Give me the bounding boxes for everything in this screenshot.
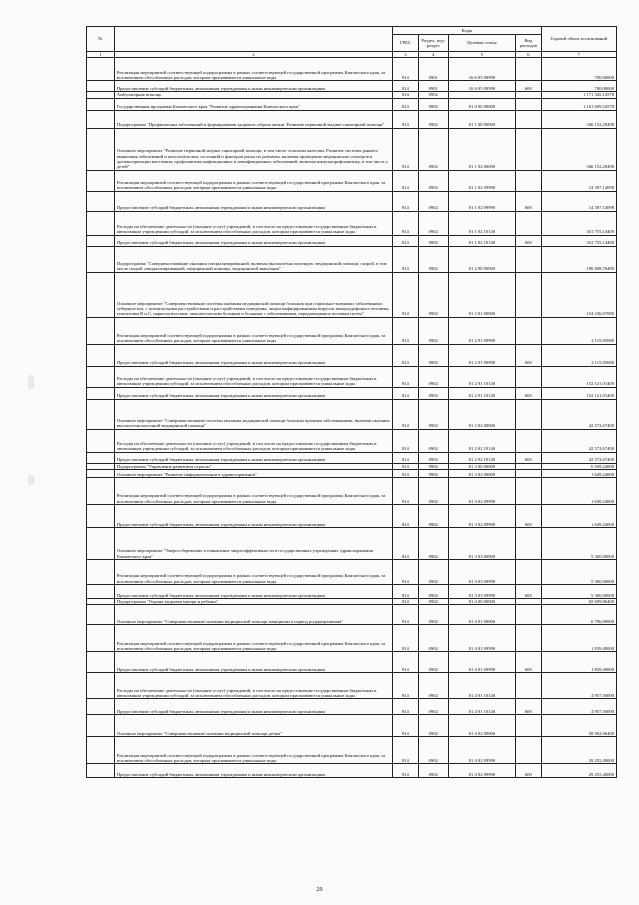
row-grbs-cell: 814 (393, 170, 419, 191)
row-type-cell (516, 559, 542, 584)
row-type-cell: 600 (516, 191, 542, 211)
row-section-cell: 0902 (418, 191, 448, 211)
row-target-cell: 01 2 01 00000 (448, 272, 515, 317)
row-name-cell: Расходы на обеспечение деятельности (оказание услуг) учреждений, в том числе на предоставление государственным бюджетным и автономным учреждениям субсидий, за исключением обособленных расходов, которым присваиваются уникальные коды (114, 429, 392, 452)
row-type-cell: 600 (516, 504, 542, 527)
row-num-cell (87, 625, 115, 652)
row-num-cell (87, 452, 115, 463)
row-section-cell: 0902 (418, 527, 448, 559)
row-amount-cell: 6 949,24000 (541, 463, 616, 469)
row-type-cell (516, 317, 542, 344)
row-section-cell: 0902 (418, 504, 448, 527)
row-target-cell: 01 4 02 09990 (448, 737, 515, 764)
row-target-cell: 01 4 02 00000 (448, 715, 515, 737)
row-target-cell: 01 3 02 09990 (448, 477, 515, 504)
row-section-cell: 0902 (418, 128, 448, 170)
row-name-cell: Основное мероприятие "Развитие первичной медико-санитарной помощи, в том числе сельским жителям. Развитие системы раннего выявления заболеваний и патологических состояний и факторов риска их развития, включая проведение медицинских осмотров и диспансеризации населения, профилактика инфекционных и неинфекционных заболеваний, включая иммунопрофилактику, в том числе у детей" (114, 128, 392, 170)
row-target-cell: 01 3 02 00000 (448, 469, 515, 477)
row-amount-cell: 154 236,07080 (541, 272, 616, 317)
row-grbs-cell: 814 (393, 110, 419, 128)
row-target-cell: 16 6 05 09990 (448, 81, 515, 92)
table-row (87, 452, 617, 463)
row-name-cell: Предоставление субсидий бюджетным, автономным учреждениям и иным некоммерческим организациям (114, 504, 392, 527)
table-row (87, 317, 617, 344)
row-grbs-cell: 814 (393, 399, 419, 429)
row-type-cell (516, 98, 542, 110)
row-type-cell (516, 128, 542, 170)
row-grbs-cell: 814 (393, 98, 419, 110)
row-amount-cell: 331 755,14400 (541, 235, 616, 246)
row-num-cell (87, 673, 115, 699)
row-amount-cell: 1 839,40000 (541, 625, 616, 652)
row-name-cell: Подпрограмма "Управление развитием отрасли" (114, 463, 392, 469)
row-name-cell: Предоставление субсидий бюджетным, автономным учреждениям и иным некоммерческим организациям (114, 652, 392, 673)
row-grbs-cell: 814 (393, 344, 419, 366)
row-grbs-cell: 814 (393, 469, 419, 477)
row-amount-cell: 65 699,86400 (541, 598, 616, 604)
row-amount-cell: 346 152,28498 (541, 110, 616, 128)
row-num-cell (87, 246, 115, 272)
row-type-cell (516, 737, 542, 764)
row-num-cell (87, 504, 115, 527)
row-target-cell: 01 0 00 00000 (448, 98, 515, 110)
row-type-cell (516, 715, 542, 737)
row-grbs-cell: 814 (393, 715, 419, 737)
row-name-cell: Основное мероприятие "Энергосбережение и повышение энергоэффективности в государственных учреждениях здравоохранения Камчатского края" (114, 527, 392, 559)
row-grbs-cell: 814 (393, 92, 419, 98)
table-row (87, 477, 617, 504)
row-num-cell (87, 366, 115, 387)
row-num-cell (87, 272, 115, 317)
row-num-cell (87, 399, 115, 429)
row-type-cell (516, 58, 542, 81)
row-section-cell: 0902 (418, 317, 448, 344)
row-num-cell (87, 81, 115, 92)
table-row (87, 699, 617, 715)
header-amount: Годовой объем ассигнований (541, 27, 616, 52)
row-target-cell: 01 4 01 00000 (448, 605, 515, 625)
row-section-cell: 0902 (418, 235, 448, 246)
col-number: 5 (448, 52, 515, 58)
table-row (87, 58, 617, 81)
row-num-cell (87, 387, 115, 399)
row-name-cell: Амбулаторная помощь (114, 92, 392, 98)
row-type-cell: 600 (516, 452, 542, 463)
row-grbs-cell: 814 (393, 699, 419, 715)
row-target-cell: 01 4 01 09990 (448, 652, 515, 673)
row-grbs-cell: 814 (393, 387, 419, 399)
row-type-cell: 600 (516, 652, 542, 673)
col-number: 6 (516, 52, 542, 58)
row-grbs-cell: 814 (393, 128, 419, 170)
row-grbs-cell: 814 (393, 246, 419, 272)
row-grbs-cell: 814 (393, 317, 419, 344)
row-name-cell: Реализация мероприятий соответствующей подпрограммы в рамках соответствующей государственной программы Камчатского края, за исключением обособленных расходов, которым присваиваются уникальные коды (114, 625, 392, 652)
row-grbs-cell: 814 (393, 605, 419, 625)
row-section-cell: 0902 (418, 673, 448, 699)
row-type-cell (516, 605, 542, 625)
row-section-cell: 0901 (418, 58, 448, 81)
row-amount-cell: 42 572,67400 (541, 452, 616, 463)
row-section-cell: 0902 (418, 469, 448, 477)
row-grbs-cell: 814 (393, 58, 419, 81)
row-section-cell: 0902 (418, 625, 448, 652)
table-row (87, 673, 617, 699)
row-type-cell: 600 (516, 699, 542, 715)
row-type-cell (516, 527, 542, 559)
row-target-cell: 01 2 00 00000 (448, 246, 515, 272)
header-num: № (87, 27, 115, 52)
row-name-cell: Расходы на обеспечение деятельности (оказание услуг) учреждений, в том числе на предоставление государственным бюджетным и автономным учреждениям субсидий, за исключением обособленных расходов, которым присваиваются уникальные коды (114, 673, 392, 699)
row-section-cell: 0902 (418, 699, 448, 715)
table-row (87, 559, 617, 584)
row-grbs-cell: 814 (393, 584, 419, 598)
row-num-cell (87, 584, 115, 598)
row-target-cell: 01 2 02 10140 (448, 429, 515, 452)
row-target-cell: 01 1 02 10140 (448, 211, 515, 235)
row-section-cell: 0902 (418, 272, 448, 317)
row-section-cell: 0902 (418, 452, 448, 463)
row-target-cell: 01 4 00 00000 (448, 598, 515, 604)
row-target-cell: 01 4 01 10140 (448, 699, 515, 715)
row-type-cell (516, 246, 542, 272)
row-type-cell (516, 110, 542, 128)
header-type: Вид расходов (516, 35, 542, 52)
table-row (87, 344, 617, 366)
row-section-cell: 0902 (418, 584, 448, 598)
row-amount-cell: 14 397,14098 (541, 191, 616, 211)
row-target-cell: 01 4 02 09990 (448, 764, 515, 778)
row-grbs-cell: 814 (393, 366, 419, 387)
header-target: Целевая статья (448, 35, 515, 52)
table-row (87, 715, 617, 737)
row-type-cell: 600 (516, 344, 542, 366)
table-row (87, 584, 617, 598)
row-amount-cell: 196 808,76480 (541, 246, 616, 272)
row-grbs-cell: 814 (393, 235, 419, 246)
row-name-cell: Основное мероприятие "Развитие информатизации в здравоохранении" (114, 469, 392, 477)
row-amount-cell: 58 902,96400 (541, 715, 616, 737)
row-name-cell: Предоставление субсидий бюджетным, автономным учреждениям и иным некоммерческим организациям (114, 344, 392, 366)
row-name-cell: Предоставление субсидий бюджетным, автономным учреждениям и иным некоммерческим организациям (114, 81, 392, 92)
budget-table (86, 26, 617, 778)
row-num-cell (87, 58, 115, 81)
row-name-cell: Расходы на обеспечение деятельности (оказание услуг) учреждений, в том числе на предоставление государственным бюджетным и автономным учреждениям субсидий, за исключением обособленных расходов, которым присваиваются уникальные коды (114, 211, 392, 235)
table-row (87, 527, 617, 559)
row-num-cell (87, 191, 115, 211)
row-amount-cell: 1 839,40000 (541, 652, 616, 673)
table-row (87, 235, 617, 246)
row-target-cell: 01 2 01 09990 (448, 344, 515, 366)
row-section-cell: 0902 (418, 477, 448, 504)
row-target-cell: 01 3 03 09990 (448, 559, 515, 584)
row-num-cell (87, 110, 115, 128)
row-section-cell: 0902 (418, 98, 448, 110)
row-name-cell: Подпрограмма "Охрана здоровья матери и ребенка" (114, 598, 392, 604)
row-section-cell: 0902 (418, 605, 448, 625)
header-codes: Коды (393, 27, 541, 35)
table-row (87, 191, 617, 211)
row-grbs-cell: 814 (393, 625, 419, 652)
row-name-cell: Предоставление субсидий бюджетным, автономным учреждениям и иным некоммерческим организациям (114, 191, 392, 211)
row-name-cell: Подпрограмма "Совершенствование оказания специализированной, включая высокотехнологичную, медицинской помощи, скорой, в том числе скорой специализированной, медицинской помощи, медицинской эвакуации" (114, 246, 392, 272)
row-grbs-cell: 814 (393, 463, 419, 469)
row-type-cell (516, 211, 542, 235)
row-section-cell: 0902 (418, 463, 448, 469)
row-amount-cell: 14 397,14098 (541, 170, 616, 191)
row-target-cell: 01 3 03 09990 (448, 584, 515, 598)
table-row (87, 110, 617, 128)
table-row (87, 429, 617, 452)
row-type-cell (516, 366, 542, 387)
row-num-cell (87, 699, 115, 715)
row-target-cell: 01 3 03 00000 (448, 527, 515, 559)
row-name-cell: Предоставление субсидий бюджетным, автономным учреждениям и иным некоммерческим организациям (114, 452, 392, 463)
row-section-cell: 0902 (418, 211, 448, 235)
table-row (87, 652, 617, 673)
table-row (87, 737, 617, 764)
row-section-cell: 0902 (418, 399, 448, 429)
row-grbs-cell: 814 (393, 272, 419, 317)
row-section-cell: 0902 (418, 652, 448, 673)
row-num-cell (87, 429, 115, 452)
row-type-cell (516, 625, 542, 652)
table-row (87, 366, 617, 387)
row-section-cell: 0902 (418, 559, 448, 584)
row-num-cell (87, 469, 115, 477)
row-section-cell: 0902 (418, 764, 448, 778)
table-row (87, 272, 617, 317)
row-amount-cell: 4 957,50000 (541, 673, 616, 699)
table-row (87, 211, 617, 235)
row-target-cell: 01 2 01 10140 (448, 366, 515, 387)
row-num-cell (87, 764, 115, 778)
row-name-cell: Предоставление субсидий бюджетным, автономным учреждениям и иным некоммерческим организациям (114, 235, 392, 246)
row-amount-cell: 2 115,05680 (541, 317, 616, 344)
row-type-cell (516, 429, 542, 452)
row-amount-cell: 29 255,40000 (541, 764, 616, 778)
header-section: Раздел, под-раздел (418, 35, 448, 52)
row-grbs-cell: 814 (393, 527, 419, 559)
row-type-cell (516, 469, 542, 477)
row-type-cell (516, 477, 542, 504)
row-section-cell: 0902 (418, 429, 448, 452)
row-amount-cell: 42 572,67400 (541, 429, 616, 452)
row-section-cell: 0902 (418, 737, 448, 764)
row-section-cell: 0902 (418, 110, 448, 128)
row-num-cell (87, 344, 115, 366)
table-row (87, 399, 617, 429)
scan-artifact (28, 475, 34, 485)
col-number: 7 (541, 52, 616, 58)
table-row (87, 469, 617, 477)
row-amount-cell: 29 255,40000 (541, 737, 616, 764)
header-grbs: ГРБС (393, 35, 419, 52)
row-type-cell: 600 (516, 235, 542, 246)
row-target-cell: 01 1 02 09990 (448, 170, 515, 191)
row-amount-cell: 1 649,24000 (541, 504, 616, 527)
row-name-cell: Предоставление субсидий бюджетным, автономным учреждениям и иным некоммерческим организациям (114, 699, 392, 715)
row-amount-cell: 700,00000 (541, 81, 616, 92)
row-grbs-cell: 814 (393, 652, 419, 673)
row-num-cell (87, 235, 115, 246)
table-row (87, 764, 617, 778)
row-amount-cell: 1 171 345,14578 (541, 92, 616, 98)
row-num-cell (87, 477, 115, 504)
table-row (87, 625, 617, 652)
row-type-cell: 600 (516, 387, 542, 399)
row-num-cell (87, 317, 115, 344)
row-amount-cell: 1 161 609,54578 (541, 98, 616, 110)
table-row (87, 504, 617, 527)
row-amount-cell: 42 572,67400 (541, 399, 616, 429)
row-target-cell: 01 1 02 09990 (448, 191, 515, 211)
row-name-cell: Реализация мероприятий соответствующей подпрограммы в рамках соответствующей государственной программы Камчатского края, за исключением обособленных расходов, которым присваиваются уникальные коды (114, 58, 392, 81)
row-section-cell: 0902 (418, 387, 448, 399)
row-name-cell: Реализация мероприятий соответствующей подпрограммы в рамках соответствующей государственной программы Камчатского края, за исключением обособленных расходов, которым присваиваются уникальные коды (114, 477, 392, 504)
row-grbs-cell: 814 (393, 737, 419, 764)
row-target-cell: 01 2 01 10140 (448, 387, 515, 399)
table-header (87, 27, 617, 58)
row-amount-cell: 700,00000 (541, 58, 616, 81)
row-type-cell: 600 (516, 764, 542, 778)
row-target-cell: 16 6 05 09990 (448, 58, 515, 81)
table-row (87, 98, 617, 110)
row-num-cell (87, 527, 115, 559)
row-section-cell: 0902 (418, 92, 448, 98)
row-grbs-cell: 814 (393, 598, 419, 604)
row-grbs-cell: 814 (393, 673, 419, 699)
row-amount-cell: 331 755,14400 (541, 211, 616, 235)
row-type-cell (516, 272, 542, 317)
row-target-cell: 01 1 02 00000 (448, 128, 515, 170)
row-target-cell: 01 2 02 10140 (448, 452, 515, 463)
table-body (87, 58, 617, 778)
row-type-cell (516, 170, 542, 191)
row-name-cell: Основное мероприятие "Совершенствование оказания медицинской помощи женщинам в период родоразрешения" (114, 605, 392, 625)
row-section-cell: 0902 (418, 366, 448, 387)
row-type-cell: 600 (516, 81, 542, 92)
row-name-cell: Расходы на обеспечение деятельности (оказание услуг) учреждений, в том числе на предоставление государственным бюджетным и автономным учреждениям субсидий, за исключением обособленных расходов, которым присваиваются уникальные коды (114, 366, 392, 387)
row-num-cell (87, 128, 115, 170)
row-section-cell: 0902 (418, 246, 448, 272)
table-row (87, 170, 617, 191)
header-name (114, 27, 392, 52)
row-section-cell: 0901 (418, 81, 448, 92)
row-grbs-cell: 814 (393, 81, 419, 92)
table-row (87, 81, 617, 92)
row-grbs-cell: 814 (393, 477, 419, 504)
scan-artifact (28, 375, 34, 389)
row-name-cell: Реализация мероприятий соответствующей подпрограммы в рамках соответствующей государственной программы Камчатского края, за исключением обособленных расходов, которым присваиваются уникальные коды (114, 317, 392, 344)
row-target-cell: 01 1 02 10140 (448, 235, 515, 246)
row-num-cell (87, 715, 115, 737)
row-grbs-cell: 814 (393, 191, 419, 211)
row-grbs-cell: 814 (393, 211, 419, 235)
row-target-cell: 01 2 01 09990 (448, 317, 515, 344)
row-amount-cell: 5 300,00000 (541, 527, 616, 559)
row-target-cell: 01 1 00 00000 (448, 110, 515, 128)
row-target-cell: 01 3 00 00000 (448, 463, 515, 469)
row-num-cell (87, 170, 115, 191)
row-type-cell: 600 (516, 584, 542, 598)
row-grbs-cell: 814 (393, 452, 419, 463)
row-section-cell: 0902 (418, 344, 448, 366)
row-amount-cell: 4 957,50000 (541, 699, 616, 715)
row-grbs-cell: 814 (393, 504, 419, 527)
row-amount-cell: 346 152,28498 (541, 128, 616, 170)
row-section-cell: 0902 (418, 170, 448, 191)
row-amount-cell: 152 121,01400 (541, 366, 616, 387)
row-grbs-cell: 814 (393, 429, 419, 452)
col-number: 2 (114, 52, 392, 58)
row-target-cell: 01 3 02 09990 (448, 504, 515, 527)
row-num-cell (87, 652, 115, 673)
row-num-cell (87, 605, 115, 625)
row-num-cell (87, 211, 115, 235)
row-amount-cell: 1 649,24000 (541, 477, 616, 504)
row-type-cell (516, 673, 542, 699)
col-number: 3 (393, 52, 419, 58)
page-number: 29 (316, 887, 323, 893)
table-row (87, 387, 617, 399)
row-name-cell: Реализация мероприятий соответствующей подпрограммы в рамках соответствующей государственной программы Камчатского края, за исключением обособленных расходов, которым присваиваются уникальные коды (114, 737, 392, 764)
row-target-cell: 01 2 02 00000 (448, 399, 515, 429)
row-amount-cell: 152 121,01400 (541, 387, 616, 399)
table-row (87, 246, 617, 272)
row-grbs-cell: 814 (393, 559, 419, 584)
row-num-cell (87, 737, 115, 764)
table-row (87, 605, 617, 625)
row-amount-cell: 1 649,24000 (541, 469, 616, 477)
row-name-cell: Предоставление субсидий бюджетным, автономным учреждениям и иным некоммерческим организациям (114, 584, 392, 598)
row-name-cell: Реализация мероприятий соответствующей подпрограммы в рамках соответствующей государственной программы Камчатского края, за исключением обособленных расходов, которым присваиваются уникальные коды (114, 559, 392, 584)
row-section-cell: 0902 (418, 715, 448, 737)
table-row (87, 128, 617, 170)
row-grbs-cell: 814 (393, 764, 419, 778)
row-amount-cell: 5 300,00000 (541, 559, 616, 584)
row-section-cell: 0902 (418, 598, 448, 604)
row-name-cell: Реализация мероприятий соответствующей подпрограммы в рамках соответствующей государственной программы Камчатского края, за исключением обособленных расходов, которым присваиваются уникальные коды (114, 170, 392, 191)
row-amount-cell: 5 300,00000 (541, 584, 616, 598)
row-name-cell: Основное мероприятие "Совершенствование системы оказания медицинской помощи больным при социально-значимых заболеваниях: туберкулезом, с психическими расстройствами и расстройствами поведения, лицам инфицированным вирусом иммунодефицита человека, гепатитами B и C, наркологическим, онкологическим больным и больным с заболеваниями, передающимися половым путем" (114, 272, 392, 317)
col-number: 1 (87, 52, 115, 58)
row-name-cell: Подпрограмма "Профилактика заболеваний и формирования здорового образа жизни. Развитие первичной медико-санитарной помощи" (114, 110, 392, 128)
row-type-cell (516, 399, 542, 429)
row-name-cell: Основное мероприятие "Совершенствование системы оказания медицинской помощи больным прочими заболеваниями, включая оказание высокотехнологичной медицинской помощи" (114, 399, 392, 429)
row-num-cell (87, 98, 115, 110)
row-target-cell: 01 4 01 09990 (448, 625, 515, 652)
row-amount-cell: 6 796,90000 (541, 605, 616, 625)
row-amount-cell: 2 115,05680 (541, 344, 616, 366)
col-number: 4 (418, 52, 448, 58)
row-name-cell: Предоставление субсидий бюджетным, автономным учреждениям и иным некоммерческим организациям (114, 764, 392, 778)
row-name-cell: Предоставление субсидий бюджетным, автономным учреждениям и иным некоммерческим организациям (114, 387, 392, 399)
row-name-cell: Государственная программа Камчатского края "Развитие здравоохранения Камчатского края" (114, 98, 392, 110)
row-name-cell: Основное мероприятие "Совершенствование оказания медицинской помощи детям" (114, 715, 392, 737)
row-num-cell (87, 559, 115, 584)
row-target-cell: 01 4 01 10140 (448, 673, 515, 699)
